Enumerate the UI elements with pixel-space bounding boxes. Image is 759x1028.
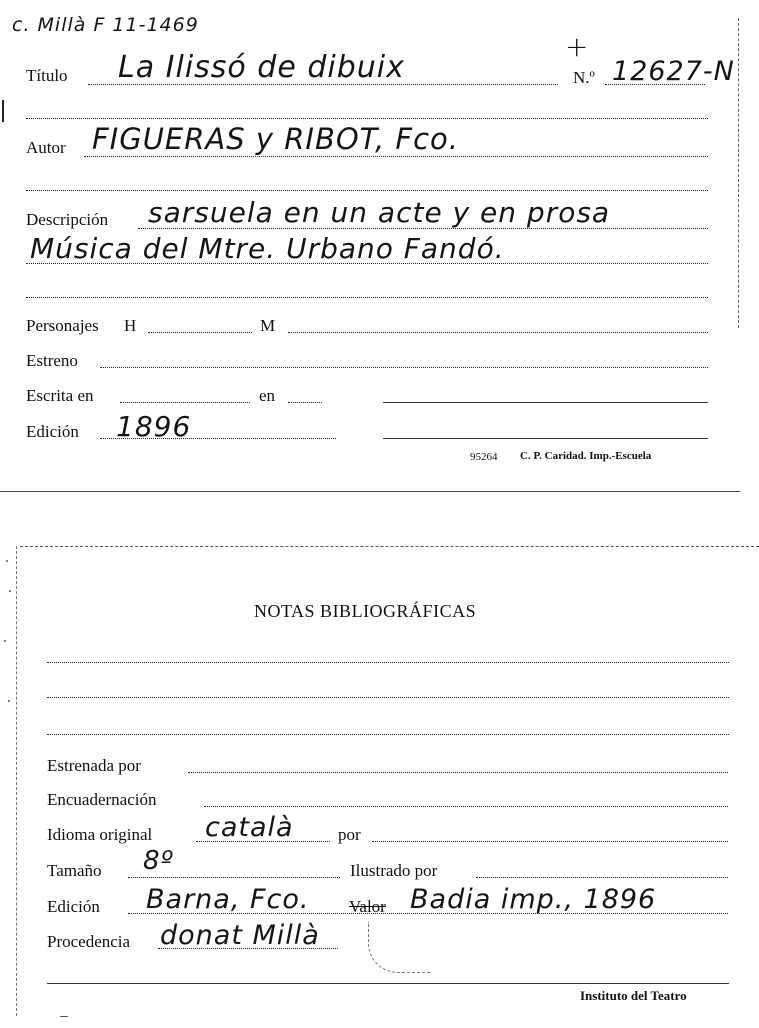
personajes-m-line [288, 332, 708, 333]
notes-line-2 [47, 697, 729, 698]
descripcion-line2: Música del Mtre. Urbano Fandó. [30, 232, 505, 265]
titulo-line [88, 84, 558, 85]
margin-speck [4, 640, 6, 642]
escrita-en-line [288, 402, 322, 403]
back-edicion-value-2: Badia imp., 1896 [410, 884, 657, 915]
edicion-value: 1896 [116, 410, 192, 443]
numero-line [605, 84, 705, 85]
titulo-label: Título [26, 66, 68, 85]
faint-stamp-mark [368, 922, 431, 973]
front-card-bottom-edge [0, 491, 740, 492]
procedencia-value: donat Millà [160, 920, 320, 951]
notes-line-1 [47, 662, 729, 663]
archive-reference-note: c. Millà F 11-1469 [12, 14, 199, 36]
idioma-label: Idioma original [47, 825, 153, 844]
institution-footer: Instituto del Teatro [580, 988, 687, 1003]
estreno-line [100, 367, 708, 368]
valor-label: Valor [349, 897, 386, 916]
margin-speck [6, 560, 8, 562]
ilustrado-line [476, 877, 728, 878]
back-edicion-line [128, 913, 728, 914]
titulo-value: La Ilissó de dibuix [118, 50, 405, 85]
blank-line-1 [26, 118, 708, 119]
estrenada-line [188, 772, 728, 773]
descripcion-line2-rule [26, 263, 708, 264]
edicion-line [100, 438, 336, 439]
personajes-h-label: H [124, 316, 137, 335]
notes-line-3 [47, 734, 729, 735]
blank-line-2 [26, 190, 708, 191]
escrita-extra-line [383, 402, 708, 403]
escrita-label: Escrita en [26, 386, 94, 405]
tamano-line [128, 877, 340, 878]
numero-value: 12627-N [612, 56, 735, 87]
procedencia-label: Procedencia [47, 932, 131, 951]
idioma-value: català [205, 812, 294, 843]
tamano-label: Tamaño [47, 861, 102, 880]
cross-mark: + [565, 30, 590, 63]
back-bottom-rule [47, 983, 729, 984]
autor-line [84, 156, 708, 157]
descripcion-line1: sarsuela en un acte y en prosa [148, 196, 611, 229]
back-edicion-label: Edición [47, 897, 100, 916]
back-card-left-edge [16, 546, 17, 1016]
personajes-m-label: M [260, 316, 276, 335]
blank-line-3 [26, 297, 708, 298]
encuadernacion-line [204, 806, 728, 807]
ilustrado-label: Ilustrado por [350, 861, 438, 880]
edicion-label: Edición [26, 422, 79, 441]
descripcion-line1-rule [138, 228, 708, 229]
idioma-line [196, 841, 330, 842]
personajes-h-line [148, 332, 252, 333]
procedencia-line [158, 948, 338, 949]
descripcion-label: Descripción [26, 210, 109, 229]
autor-value: FIGUERAS y RIBOT, Fco. [92, 122, 459, 156]
margin-speck [9, 590, 11, 592]
printer-code: 95264 [470, 451, 498, 463]
back-card-bottom-edge [60, 1016, 68, 1017]
idioma-por-line [372, 841, 728, 842]
margin-speck [8, 700, 10, 702]
estreno-label: Estreno [26, 351, 78, 370]
estrenada-label: Estrenada por [47, 756, 141, 775]
personajes-label: Personajes [26, 316, 99, 335]
escrita-en-label: en [259, 386, 276, 405]
printer-name: C. P. Caridad. Imp.-Escuela [520, 450, 652, 462]
notas-heading: NOTAS BIBLIOGRÁFICAS [254, 601, 477, 621]
back-edicion-value-1: Barna, Fco. [146, 884, 310, 915]
idioma-por-label: por [338, 825, 361, 844]
tamano-value: 8º [143, 846, 174, 876]
back-card-top-edge [20, 546, 759, 547]
edicion-extra-line [383, 438, 708, 439]
autor-label: Autor [26, 138, 66, 157]
escrita-line [120, 402, 250, 403]
front-card-right-edge [738, 18, 739, 328]
encuadernacion-label: Encuadernación [47, 790, 157, 809]
numero-label: N.º [573, 68, 595, 87]
left-edge-mark [2, 100, 4, 122]
